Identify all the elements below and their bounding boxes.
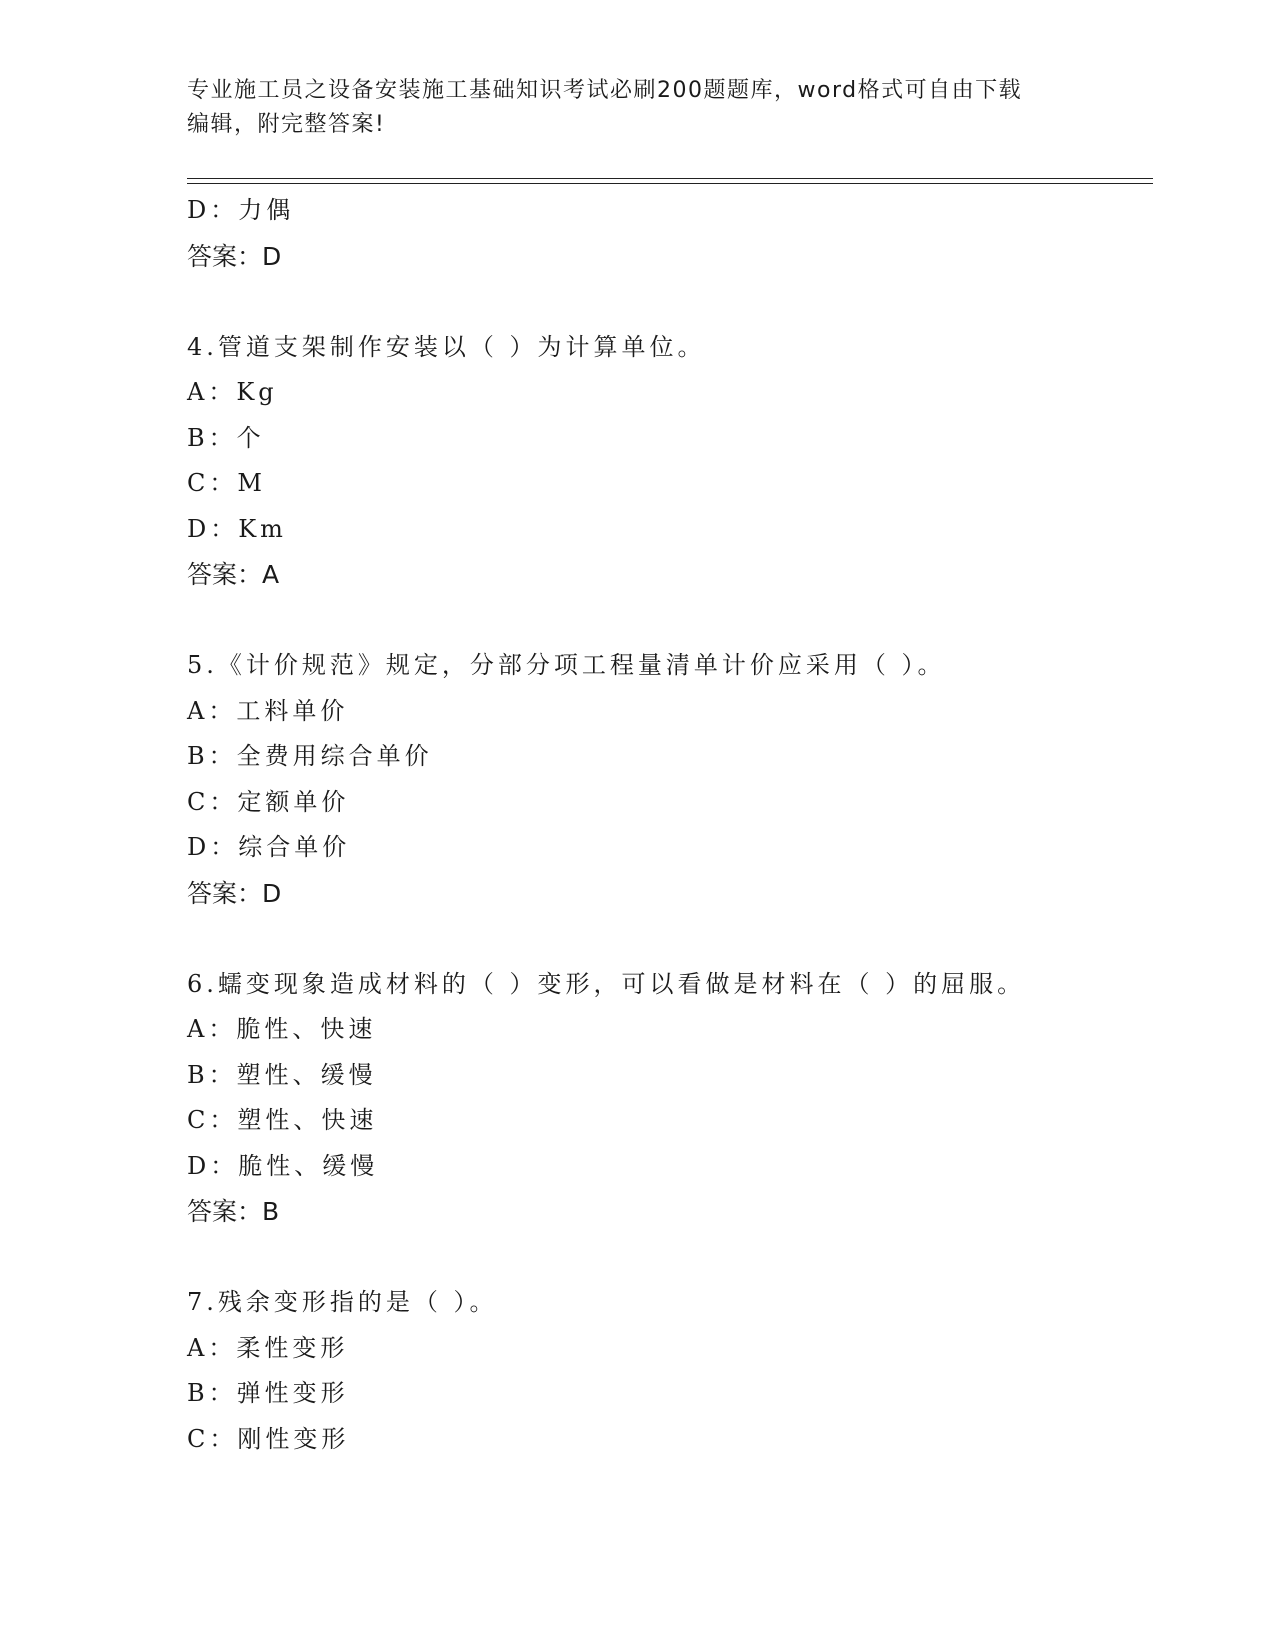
option-c: C：刚性变形	[187, 1424, 350, 1453]
option-b: B：全费用综合单价	[187, 742, 433, 770]
header-line-2: 编辑，附完整答案!	[187, 112, 386, 137]
question-stem: 5.《计价规范》规定，分部分项工程量清单计价应采用（ ）。	[187, 651, 946, 679]
question-stem: 7.残余变形指的是（ ）。	[187, 1288, 498, 1316]
answer-line: 答案：D	[187, 878, 282, 908]
option-a: A：工料单价	[187, 696, 349, 725]
option-a: A：Kg	[187, 378, 278, 406]
answer-line: 答案：D	[187, 241, 282, 271]
question-list	[187, 188, 1153, 1462]
option-a: A：脆性、快速	[187, 1015, 377, 1043]
spacer	[187, 598, 1153, 644]
answer-line: 答案：A	[187, 560, 280, 589]
header-line-1: 专业施工员之设备安装施工基础知识考试必刷200题题库，word格式可自由下载	[187, 78, 1023, 103]
option-d: D：Km	[187, 514, 287, 543]
option-d: D：脆性、缓慢	[187, 1151, 379, 1180]
option-d: D：力偶	[187, 196, 295, 224]
answer-line: 答案：B	[187, 1197, 280, 1226]
document-header	[187, 74, 1087, 142]
option-b: B：个	[187, 423, 265, 452]
option-c: C：塑性、快速	[187, 1106, 378, 1134]
option-b: B：塑性、缓慢	[187, 1060, 377, 1089]
option-d: D：综合单价	[187, 833, 351, 861]
option-b: B：弹性变形	[187, 1379, 349, 1407]
option-c: C：M	[187, 469, 266, 497]
option-c: C：定额单价	[187, 787, 350, 816]
question-stem: 6.蠕变现象造成材料的（ ）变形，可以看做是材料在（ ）的屈服。	[187, 969, 1026, 998]
question-stem: 4.管道支架制作安装以（ ）为计算单位。	[187, 332, 706, 361]
header-divider-top	[187, 178, 1153, 179]
header-divider-bottom	[187, 183, 1153, 184]
spacer	[187, 916, 1153, 962]
option-a: A：柔性变形	[187, 1333, 349, 1362]
spacer	[187, 1235, 1153, 1281]
spacer	[187, 279, 1153, 325]
